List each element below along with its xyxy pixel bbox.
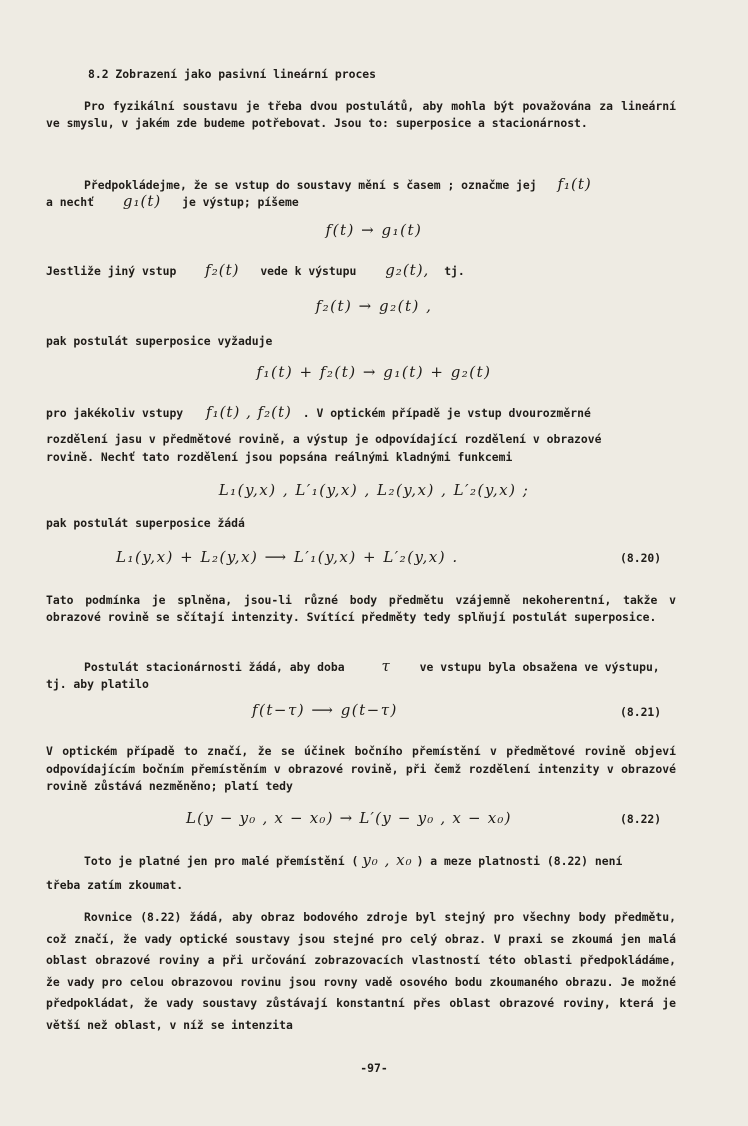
equation-number-8-22: (8.22)	[620, 812, 662, 826]
paragraph-inputs-line2: rozdělení jasu v předmětové rovině, a výstup je odpovídající rozdělení v obrazové	[46, 432, 602, 446]
math-f1t: f₁(t)	[557, 175, 592, 193]
paragraph-superposition: pak postulát superposice vyžaduje	[46, 334, 273, 348]
text-fragment: vede k výstupu	[260, 264, 357, 278]
paragraph-intro: Pro fyzikální soustavu je třeba dvou postulátů, aby mohla být považována za lineární ve smyslu, v jakém zde budeme potřebovat. Jsou to: superposice a stacionárnost.	[46, 99, 676, 130]
paragraph-input-line2	[46, 193, 299, 210]
paragraph-superposition-requires: pak postulát superposice žádá	[46, 516, 245, 530]
paragraph-stationarity-line2: tj. aby platilo	[46, 677, 149, 691]
text-fragment: tj.	[444, 264, 465, 278]
paragraph-inputs-line1	[46, 404, 591, 421]
math-y0-x0: y₀ , x₀	[362, 851, 413, 869]
math-g2t: g₂(t),	[385, 261, 430, 279]
equation-8-20: L₁(y,x) + L₂(y,x) ⟶ L′₁(y,x) + L′₂(y,x) .	[116, 548, 459, 566]
paragraph-stationarity-line1	[84, 658, 660, 675]
equation-number-8-21: (8.21)	[620, 705, 662, 719]
math-f1-f2: f₁(t) , f₂(t)	[206, 403, 292, 421]
text-fragment: Předpokládejme, že se vstup do soustavy mění s časem ; označme jej	[84, 178, 537, 192]
text-fragment: Toto je platné jen pro malé přemístění (	[84, 854, 359, 868]
paragraph-optical-case: V optickém případě to značí, že se účinek bočního přemístění v předmětové rovině objeví odpovídajícím bočním přemístěním v obrazové rovině, při čemž rozdělení intenzity v obrazové rovině zůstává nezměněno; platí tedy	[46, 744, 676, 793]
paragraph-input-line1	[84, 176, 592, 193]
text-fragment: pro jakékoliv vstupy	[46, 406, 184, 420]
paragraph-equation-8-22-discussion: Rovnice (8.22) žádá, aby obraz bodového zdroje byl stejný pro všechny body předmětu, což značí, že vady optické soustavy jsou stejné pro celý obraz. V praxi se zkoumá jen malá oblast obrazové roviny a při určování zobrazovacích vlastností této oblasti předpokládáme, že vady pro celou obrazovou rovinu jsou rovny vadě osového bodu zkoumaného obrazu. Je možné předpokládat, že vady soustavy zůstávají konstantní přes oblast obrazové roviny, která je větší než oblast, v níž se intenzita	[46, 910, 676, 1032]
equation-number-8-20: (8.20)	[620, 551, 662, 565]
math-g1t: g₁(t)	[122, 192, 162, 210]
paragraph-other-input	[46, 262, 465, 279]
text-fragment: je výstup; píšeme	[182, 195, 299, 209]
math-f2t: f₂(t)	[205, 261, 240, 279]
text-fragment: ) a meze platnosti (8.22) není	[416, 854, 623, 868]
text-fragment: ve vstupu byla obsažena ve výstupu,	[419, 660, 660, 674]
paragraph-validity-line1	[84, 852, 622, 869]
section-heading: 8.2 Zobrazení jako pasivní lineární proces	[88, 67, 377, 81]
text-fragment: a nechť	[46, 195, 95, 209]
text-fragment: Jestliže jiný vstup	[46, 264, 177, 278]
equation-8-22: L(y − y₀ , x − x₀) → L′(y − y₀ , x − x₀)	[186, 809, 512, 827]
text-fragment: . V optickém případě je vstup dvourozměrné	[302, 406, 591, 420]
page-number: -97-	[360, 1061, 388, 1075]
equation-8-21: f(t−τ) ⟶ g(t−τ)	[252, 701, 398, 719]
equation-1: f(t) → g₁(t)	[325, 221, 423, 239]
equation-3: f₁(t) + f₂(t) → g₁(t) + g₂(t)	[256, 363, 492, 381]
paragraph-inputs-line3: rovině. Nechť tato rozdělení jsou popsána reálnými kladnými funkcemi	[46, 450, 513, 464]
paragraph-condition: Tato podmínka je splněna, jsou-li různé body předmětu vzájemně nekoherentní, takže v obrazové rovině se sčítají intenzity. Svítící předměty tedy splňují postulát superposice.	[46, 593, 676, 624]
equation-4: L₁(y,x) , L′₁(y,x) , L₂(y,x) , L′₂(y,x) ;	[218, 481, 530, 499]
text-fragment: Postulát stacionárnosti žádá, aby doba	[84, 660, 345, 674]
equation-2: f₂(t) → g₂(t) ,	[315, 297, 433, 315]
paragraph-validity-line2: třeba zatím zkoumat.	[46, 878, 184, 892]
math-tau: τ	[381, 657, 391, 675]
